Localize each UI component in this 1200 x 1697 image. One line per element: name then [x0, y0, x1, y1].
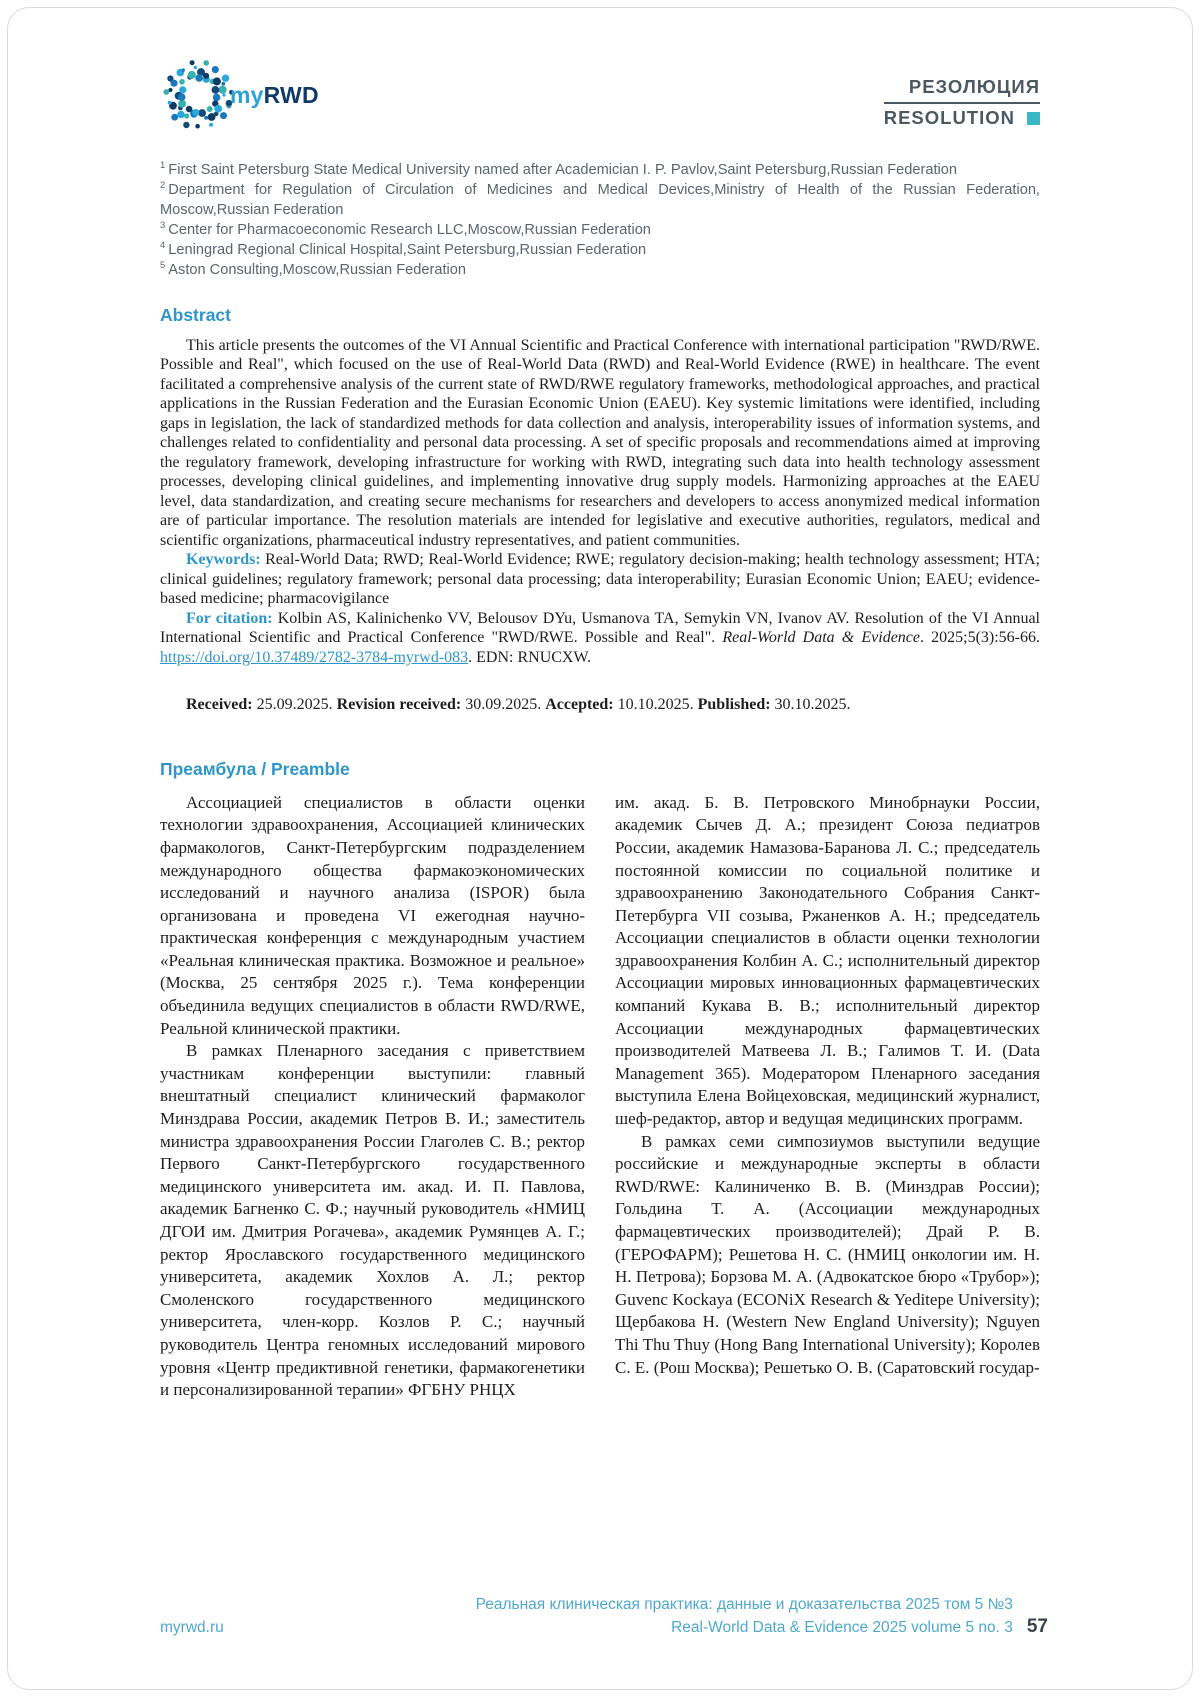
affiliations-list	[160, 160, 1040, 281]
affiliation-item	[160, 220, 1040, 240]
revision-received-date: 30.09.2025.	[465, 696, 542, 714]
keywords-paragraph	[160, 550, 1040, 609]
logo-my-text: my	[230, 81, 264, 108]
preamble-heading: Преамбула / Preamble	[160, 758, 350, 779]
received-label: Received:	[186, 696, 253, 714]
affiliation-text: Aston Consulting,Moscow,Russian Federation	[168, 262, 467, 279]
preamble-column-right	[615, 792, 1040, 1402]
myrwd-logo-text	[230, 82, 319, 109]
accepted-label: Accepted:	[545, 696, 614, 714]
affiliation-text: Leningrad Regional Clinical Hospital,Saint Petersburg,Russian Federation	[168, 242, 647, 259]
article-dates-line	[160, 695, 1040, 715]
affiliation-text: Department for Regulation of Circulation of Medicines and Medical Devices,Ministry of Health of the Russian Federation, Moscow,Russian Federation	[160, 182, 1040, 218]
preamble-paragraph-continuation: им. акад. Б. В. Петровского Минобрнауки России, академик Сычев Д. А.; президент Союза педиатров России, академик Намазова-Баранова Л. С.; председатель постоянной комиссии по социальной политике и здравоохранению Законодательного Собрания Санкт-Петербурга VII созыва, Ржаненков А. Н.; председатель Ассоциации специалистов в области оценки технологии здравоохранения Колбин А. С.; исполнительный директор Ассоциации мировых инновационных фармацевтических компаний Кукава В. В.; исполнительный директор Ассоциации международных фармацевтических производителей Матвеева Л. В.; Галимов Т. И. (Data Management 365). Модератором Пленарного заседания выступила Елена Войцеховская, медицинский журналист, шеф-редактор, автор и ведущая медицинских программ.	[615, 792, 1040, 1129]
received-date: 25.09.2025.	[256, 696, 333, 714]
page-header	[160, 56, 1040, 134]
footer-journal-title-en: Real-World Data & Evidence 2025 volume 5 no. 3	[671, 1618, 1013, 1636]
citation-journal-name: Real-World Data & Evidence	[722, 629, 920, 647]
published-label: Published:	[697, 696, 771, 714]
published-date: 30.10.2025.	[774, 696, 851, 714]
affiliation-number: 3	[160, 219, 166, 231]
affiliation-text: Center for Pharmacoeconomic Research LLC,Moscow,Russian Federation	[168, 221, 651, 238]
keywords-text: Real-World Data; RWD; Real-World Evidence; RWE; regulatory decision-making; health technology assessment; HTA; clinical guidelines; regulatory framework; personal data processing; data interoperability; Eurasian Economic Union; EAEU; evidence-based medicine; pharmacovigilance	[160, 551, 1040, 608]
affiliation-item	[160, 240, 1040, 260]
preamble-paragraph: В рамках Пленарного заседания с приветствием участникам конференции выступили: главный внештатный специалист клинический фармаколог Минздрава России, академик Петров В. И.; заместитель министра здравоохранения России Глаголев С. В.; ректор Первого Санкт-Петербургского государственного медицинского университета им. акад. И. П. Павлова, академик Багненко С. Ф.; научный руководитель «НМИЦ ДГОИ им. Дмитрия Рогачева», академик Румянцев А. Г.; ректор Ярославского государственного медицинского университета, академик Хохлов А. Л.; ректор Смоленского государственного медицинского университета, член-корр. Козлов Р. С.; научный руководитель Центра геномных исследований мирового уровня «Центр предиктивной генетики, фармакогенетики и персонализированной терапии» ФГБНУ РНЦХ	[160, 1041, 585, 1400]
abstract-heading: Abstract	[160, 304, 231, 325]
accepted-date: 10.10.2025.	[617, 696, 694, 714]
citation-paragraph	[160, 609, 1040, 668]
myrwd-logo-dots-icon	[160, 56, 238, 134]
affiliation-number: 2	[160, 180, 166, 192]
affiliation-item	[160, 260, 1040, 280]
keywords-label: Keywords:	[186, 551, 261, 569]
abstract-text: This article presents the outcomes of the VI Annual Scientific and Practical Conference with international participation "RWD/RWE. Possible and Real", which focused on the use of Real-World Data (RWD) and Real-World Evidence (RWE) in healthcare. The event facilitated a comprehensive analysis of the current state of RWD/RWE regulatory frameworks, methodological approaches, and practical applications in the Russian Federation and the Eurasian Economic Union (EAEU). Key systemic limitations were identified, including gaps in legislation, the lack of standardized methods for data collection and analysis, interoperability issues of information systems, and challenges related to confidentiality and personal data processing. A set of specific proposals and recommendations aimed at improving the regulatory framework, developing infrastructure for working with RWD, integrating such data into health technology assessment processes, developing clinical guidelines, and implementing innovative drug supply models. Harmonizing approaches at the EAEU level, data standardization, and creating secure mechanisms for researchers and developers to access anonymized medical information are of particular importance. The resolution materials are intended for legislative and executive authorities, regulators, medical and scientific organizations, pharmaceutical industry representatives, and patient communities.	[160, 336, 1040, 549]
article-type-ru: РЕЗОЛЮЦИЯ	[908, 76, 1040, 97]
myrwd-logo	[160, 56, 319, 134]
page-footer	[160, 1594, 1048, 1639]
revision-received-label: Revision received:	[336, 696, 462, 714]
affiliation-item	[160, 180, 1040, 220]
accent-square-icon	[1027, 112, 1040, 125]
citation-issue: . 2025;5(3):56-66.	[920, 629, 1040, 647]
preamble-paragraph: В рамках семи симпозиумов выступили ведущие российские и международные эксперты в области RWD/RWE: Калиниченко В. В. (Минздрав России); Гольдина Т. А. (Ассоциации международных фармацевтических производителей); Драй Р. В. (ГЕРОФАРМ); Решетова Н. С. (НМИЦ онкологии им. Н. Н. Петрова); Борзова М. А. (Адвокатское бюро «Трубор»); Guvenc Kockaya (ECONiX Research & Yeditepe University); Щербакова Н. (Western New England University); Nguyen Thi Thu Thuy (Hong Bang International University); Королев С. Е. (Рош Москва); Решетько О. В. (Саратовский государ-	[615, 1131, 1040, 1377]
preamble-column-left	[160, 792, 585, 1402]
footer-site-link[interactable]: myrwd.ru	[160, 1619, 224, 1636]
citation-text: Kolbin AS, Kalinichenko VV, Belousov DYu, Usmanova TA, Semykin VN, Ivanov AV. Resolution of the VI Annual International Scientific and Practical Conference "RWD/RWE. Possible and Real".	[160, 609, 1041, 647]
citation-edn: . EDN: RNUCXW.	[468, 648, 592, 666]
preamble-paragraph: Ассоциацией специалистов в области оценки технологии здравоохранения, Ассоциацией клинических фармакологов, Санкт-Петербургским подразделением международного общества фармакоэкономических исследований и научного анализа (ISPOR) была организована и проведена VI ежегодная научно-практическая конференция с международным участием «Реальная клиническая практика. Возможное и реальное» (Москва, 25 сентября 2025 г.). Тема конференции объединила ведущих специалистов в области RWD/RWE, Реальной клинической практики.	[160, 792, 585, 1038]
doi-link[interactable]: https://doi.org/10.37489/2782-3784-myrwd-083	[160, 648, 469, 666]
article-type-badge	[884, 76, 1040, 129]
article-type-en: RESOLUTION	[883, 107, 1015, 128]
preamble-columns	[160, 792, 1040, 1402]
page-content	[160, 56, 1040, 1402]
logo-rwd-text: RWD	[263, 81, 319, 108]
citation-label: For citation:	[186, 609, 273, 627]
page-number: 57	[1026, 1616, 1048, 1637]
footer-journal-info	[476, 1594, 1048, 1639]
affiliation-number: 1	[160, 160, 166, 171]
affiliation-number: 5	[160, 260, 166, 272]
footer-journal-title-ru: Реальная клиническая практика: данные и доказательства 2025 том 5 №3	[475, 1596, 1013, 1614]
affiliation-text: First Saint Petersburg State Medical University named after Academician I. P. Pavlov,Saint Petersburg,Russian Federation	[168, 161, 958, 178]
affiliation-item	[160, 160, 1040, 180]
affiliation-number: 4	[160, 240, 166, 252]
